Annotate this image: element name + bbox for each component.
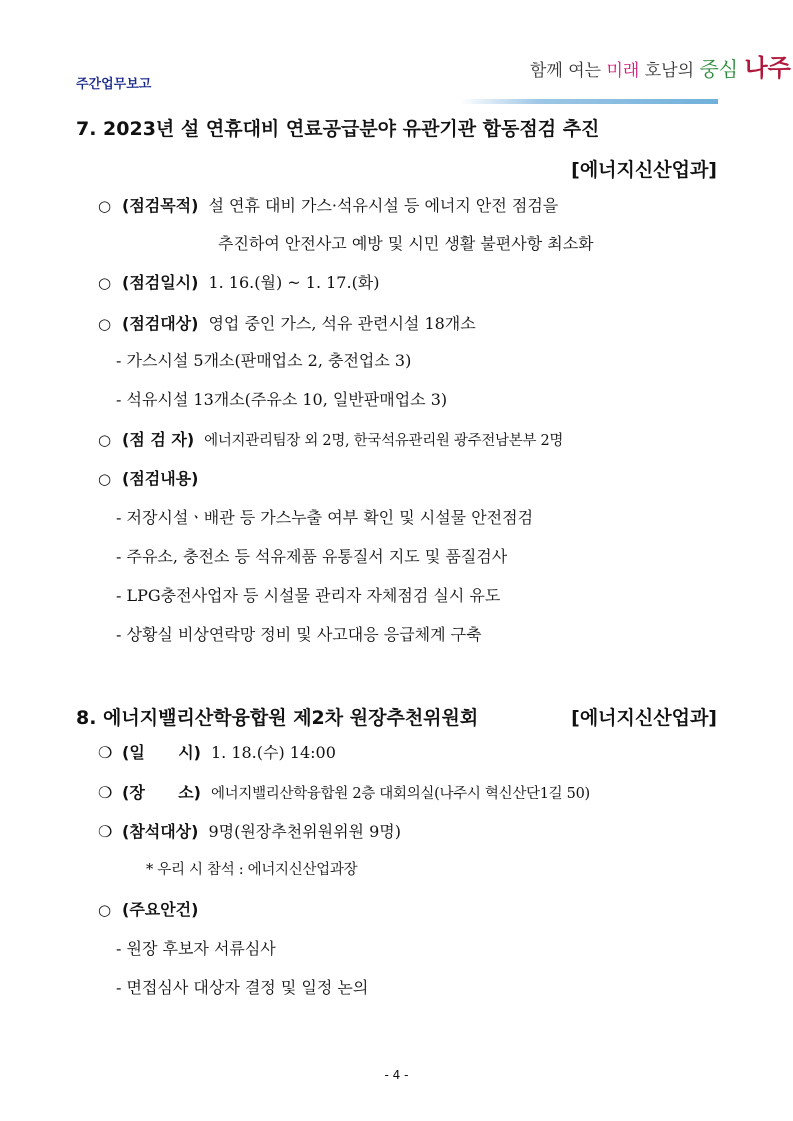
content-item: - 주유소, 충전소 등 석유제품 유통질서 지도 및 품질검사: [116, 547, 508, 566]
content-row: [98, 468, 198, 490]
target-item: - 가스시설 5개소(판매업소 2, 충전업소 3): [116, 351, 412, 370]
content-item: - 상황실 비상연락망 정비 및 사고대응 응급체계 구축: [116, 625, 482, 644]
agenda-item: - 면접심사 대상자 결정 및 일정 논의: [116, 978, 369, 997]
attendees-value: 9명(원장추천위원위원 9명): [208, 822, 401, 841]
attendees-row: [98, 821, 401, 843]
section-8-department: [에너지신산업과]: [571, 707, 717, 729]
date-value: 1. 16.(월) ~ 1. 17.(화): [208, 273, 380, 292]
agenda-row: [98, 899, 198, 921]
circle-outline-icon: ○: [98, 431, 112, 449]
meeting-date-label: (일 시): [122, 743, 201, 762]
circle-shadow-icon: ❍: [98, 783, 113, 802]
content-item: - LPG충전사업자 등 시설물 관리자 자체점검 실시 유도: [116, 586, 501, 605]
circle-outline-icon: ○: [98, 274, 112, 292]
date-label: (점검일시): [122, 273, 199, 292]
attendees-note: * 우리 시 참석 : 에너지신산업과장: [146, 862, 358, 878]
circle-shadow-icon: ❍: [98, 822, 113, 841]
meeting-place-row: [98, 782, 590, 805]
inspector-value: 에너지관리팀장 외 2명, 한국석유관리원 광주전남본부 2명: [204, 433, 564, 449]
purpose-continuation: 추진하여 안전사고 예방 및 시민 생활 불편사항 최소화: [218, 234, 594, 253]
purpose-label: (점검목적): [122, 196, 199, 215]
meeting-date-value: 1. 18.(수) 14:00: [210, 743, 336, 762]
target-label: (점검대상): [122, 314, 199, 333]
target-value: 영업 중인 가스, 석유 관련시설 18개소: [208, 314, 476, 333]
agenda-label: (주요안건): [122, 900, 199, 919]
meeting-date-row: [98, 742, 336, 764]
circle-outline-icon: ○: [98, 901, 112, 919]
circle-outline-icon: ○: [98, 470, 112, 488]
report-label: 주간업무보고: [76, 77, 152, 92]
section-7-department: [에너지신산업과]: [571, 159, 717, 181]
circle-shadow-icon: ❍: [98, 743, 113, 762]
agenda-item: - 원장 후보자 서류심사: [116, 939, 276, 958]
header-divider: [460, 99, 718, 104]
content-label: (점검내용): [122, 469, 199, 488]
purpose-row: [98, 195, 558, 217]
circle-outline-icon: ○: [98, 315, 112, 333]
section-7-title: 7. 2023년 설 연휴대비 연료공급분야 유관기관 합동점검 추진: [76, 118, 600, 140]
target-item: - 석유시설 13개소(주유소 10, 일반판매업소 3): [116, 390, 448, 409]
purpose-value: 설 연휴 대비 가스·석유시설 등 에너지 안전 점검을: [208, 196, 559, 215]
meeting-place-value: 에너지밸리산학융합원 2층 대회의실(나주시 혁신산단1길 50): [210, 786, 590, 802]
target-row: [98, 313, 476, 335]
meeting-place-label: (장 소): [122, 783, 201, 802]
city-logo: 함께 여는 미래 호남의 중심 나주: [530, 54, 791, 82]
inspector-row: [98, 429, 563, 452]
content-item: - 저장시설ㆍ배관 등 가스누출 여부 확인 및 시설물 안전점검: [116, 508, 534, 527]
circle-outline-icon: ○: [98, 197, 112, 215]
date-row: [98, 272, 380, 294]
attendees-label: (참석대상): [122, 822, 199, 841]
section-8-title: 8. 에너지밸리산학융합원 제2차 원장추천위원회: [76, 707, 479, 729]
page-number: - 4 -: [384, 1068, 409, 1082]
inspector-label: (점 검 자): [122, 430, 195, 449]
